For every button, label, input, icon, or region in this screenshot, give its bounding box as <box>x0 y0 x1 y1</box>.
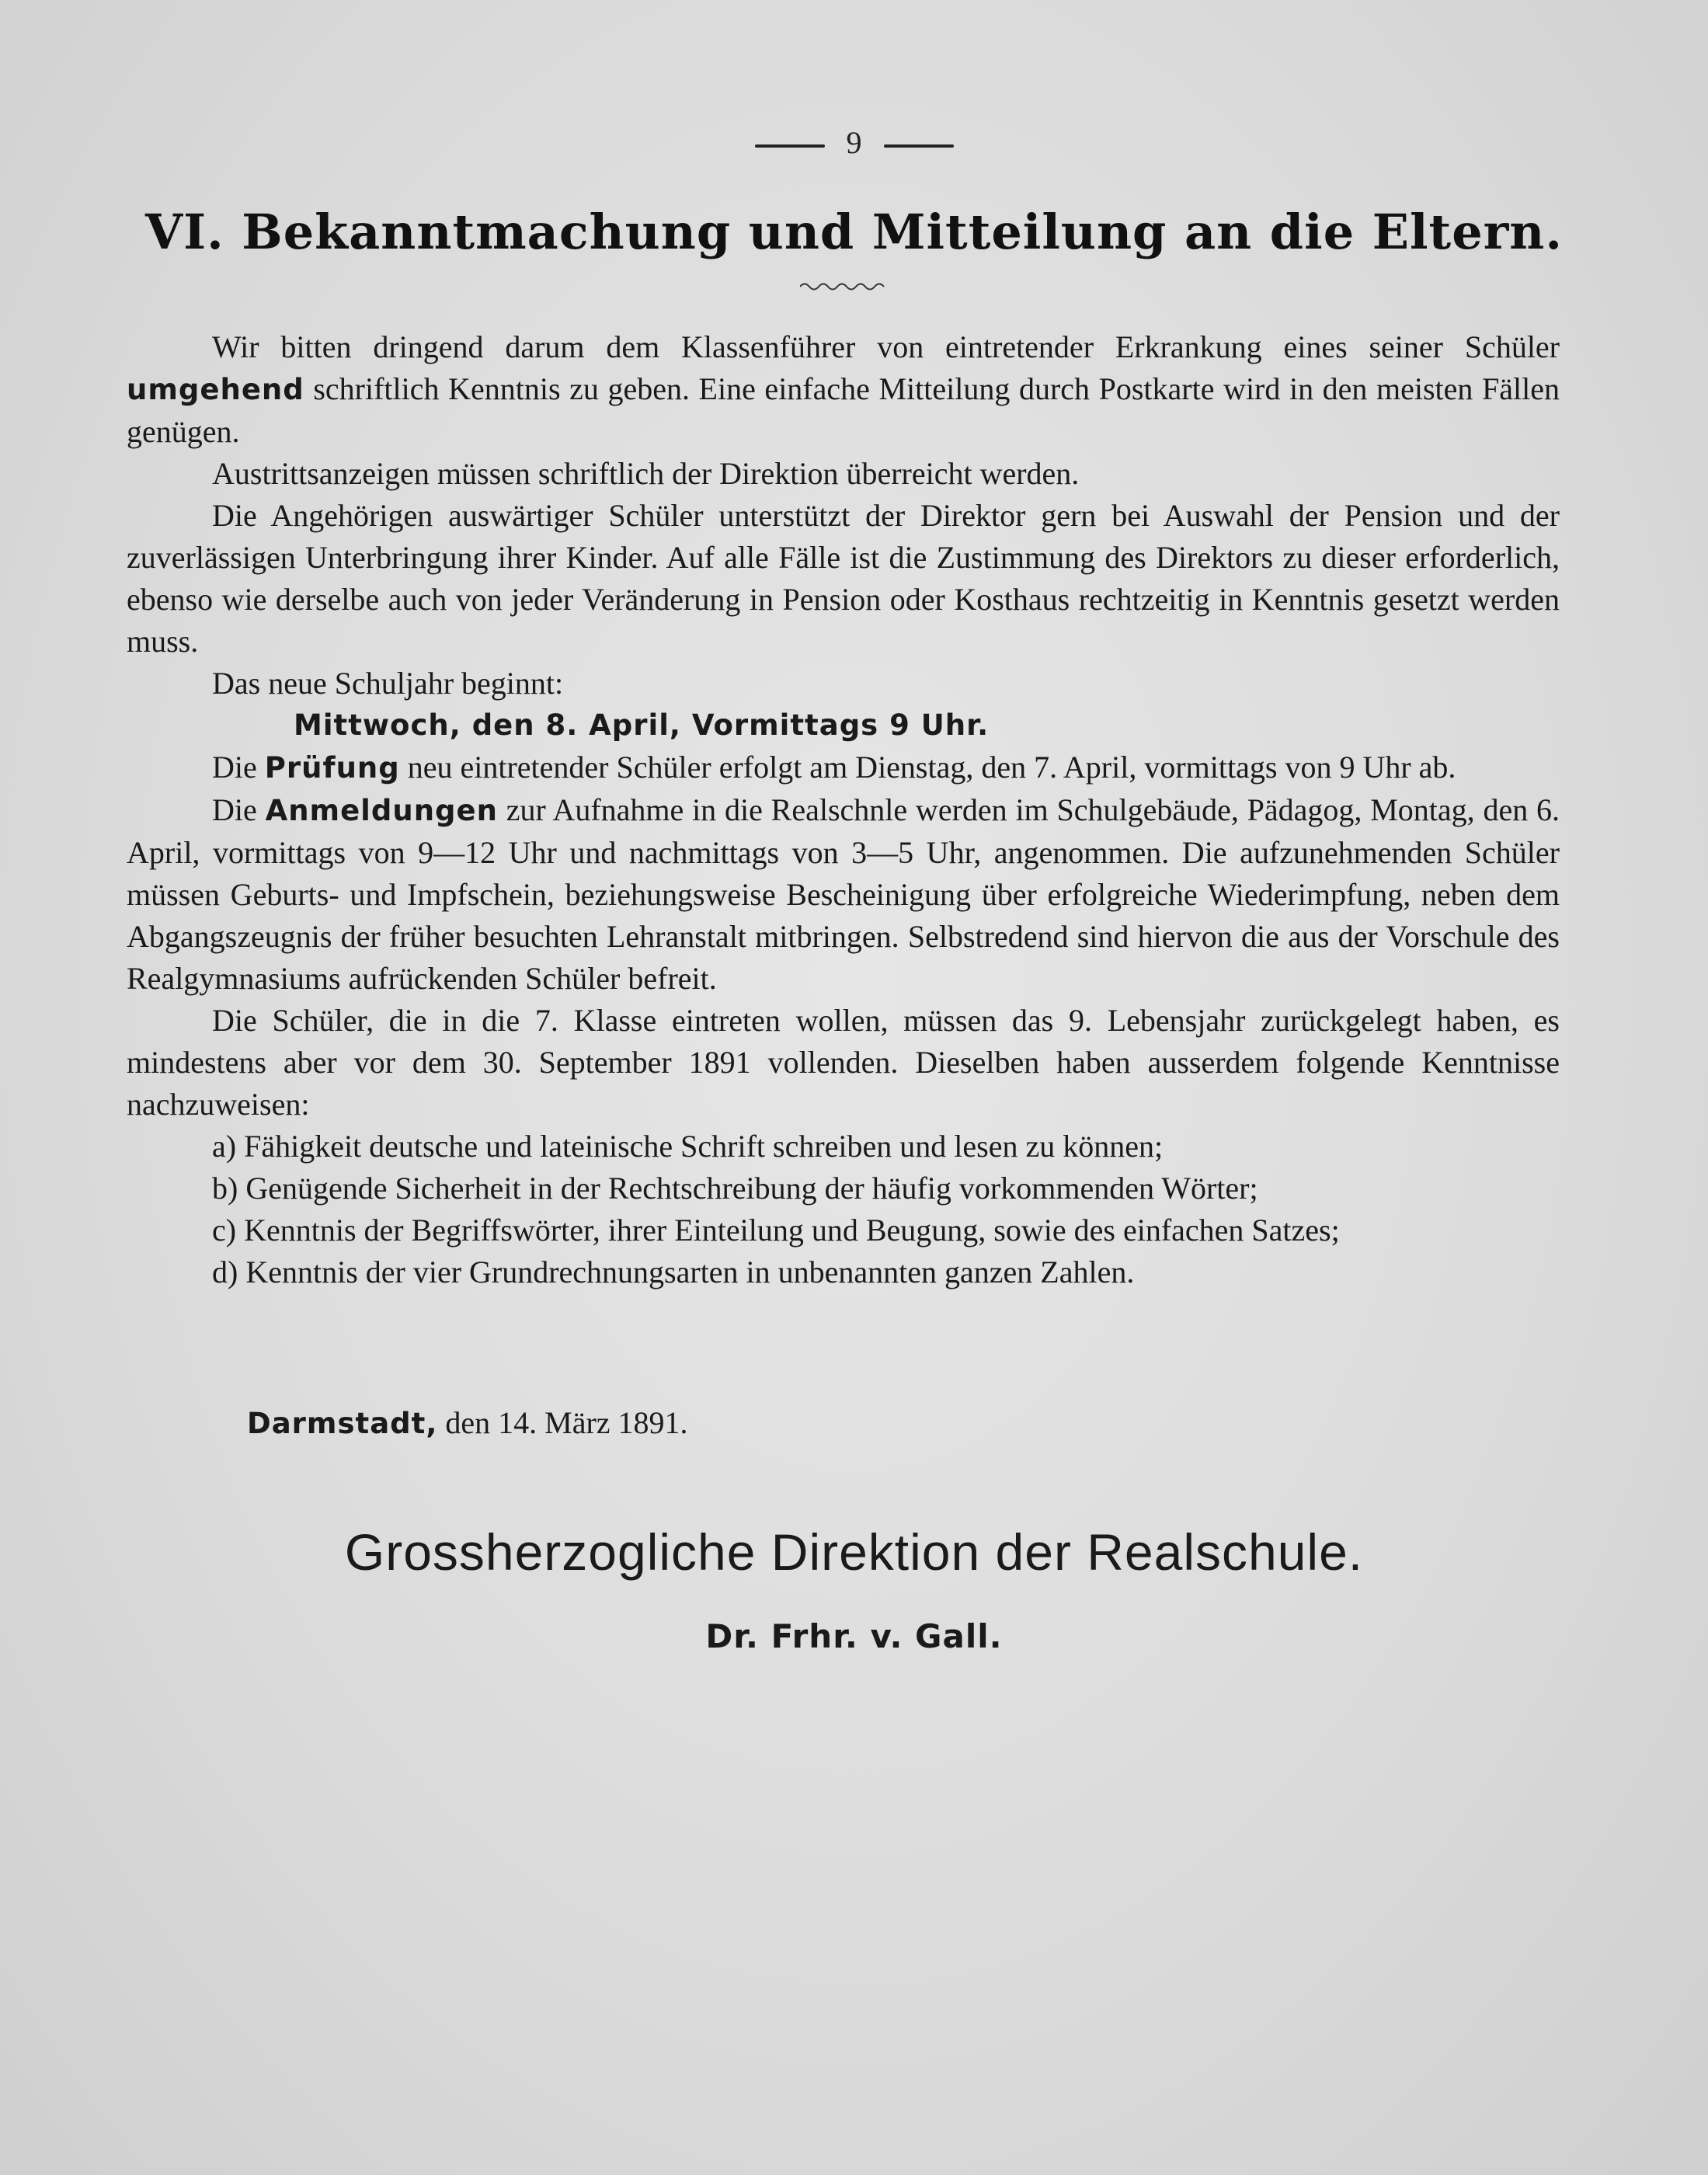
list-item: a) Fähigkeit deutsche und lateinische Schrift schreiben und lesen zu können; <box>212 1129 1164 1164</box>
section-heading: VI. Bekanntmachung und Mitteilung an die Eltern. <box>145 204 1563 260</box>
dateline-place: Darmstadt, <box>247 1407 438 1440</box>
ornament-right <box>884 144 954 148</box>
body-text <box>127 326 1560 1293</box>
paragraph-text: Die <box>212 750 265 785</box>
issuing-authority: Grossherzogliche Direktion der Realschule. <box>344 1523 1364 1581</box>
list-item: d) Kenntnis der vier Grundrechnungsarten in unbenannten ganzen Zahlen. <box>212 1255 1135 1289</box>
paragraph-registration <box>127 789 1560 1000</box>
signature-name: Dr. Frhr. v. Gall. <box>705 1617 1003 1655</box>
dateline-date: den 14. März 1891. <box>437 1405 688 1440</box>
paragraph-withdrawal: Austrittsanzeigen müssen schriftlich der Direktion überreicht werden. <box>212 456 1080 491</box>
dateline <box>247 1404 688 1441</box>
paragraph-school-year: Das neue Schuljahr beginnt: <box>212 666 564 701</box>
paragraph-text: zur Aufnahme in die Realschnle werden im Schulgebäude, Pädagog, Montag, den 6. April, vormittags von 9—12 Uhr und nachmittags von 3—5 Uhr, angenommen. Die aufzunehmenden Schüler müssen Geburts- und Impfschein, beziehungsweise Bescheinigung über erfolgreiche Wiederimpfung, neben dem Abgangszeugnis der früher besuchten Lehranstalt mitbringen. Selbstredend sind hiervon die aus der Vorschule des Realgymnasiums aufrückenden Schüler befreit. <box>127 792 1560 996</box>
ornament-left <box>755 144 825 148</box>
list-item: c) Kenntnis der Begriffswörter, ihrer Einteilung und Beugung, sowie des einfachen Satzes; <box>212 1213 1340 1248</box>
paragraph-text: Wir bitten dringend darum dem Klassenführer von eintretender Erkrankung eines seiner Schüler <box>212 329 1560 364</box>
paragraph-text: Die <box>212 792 266 827</box>
paragraph-boarding: Die Angehörigen auswärtiger Schüler unterstützt der Direktor gern bei Auswahl der Pension und der zuverlässigen Unterbringung ihrer Kinder. Auf alle Fälle ist die Zustimmung des Direktors zu dieser erforderlich, ebenso wie derselbe auch von jeder Veränderung in Pension oder Kosthaus rechtzeitig in Kenntnis gesetzt werden muss. <box>127 498 1560 659</box>
paragraph-admission: Die Schüler, die in die 7. Klasse eintreten wollen, müssen das 9. Lebensjahr zurückgelegt haben, es mindestens aber vor dem 30. September 1891 vollenden. Dieselben haben ausserdem folgende Kenntnisse nachzuweisen: <box>127 1003 1560 1122</box>
paragraph-exam <box>127 746 1560 789</box>
school-year-start-date: Mittwoch, den 8. April, Vormittags 9 Uhr. <box>294 708 990 742</box>
requirements-list <box>127 1126 1560 1293</box>
decorative-squiggle <box>800 281 885 292</box>
emphasis: Anmeldungen <box>265 794 498 827</box>
list-item: b) Genügende Sicherheit in der Rechtschreibung der häufig vorkommenden Wörter; <box>212 1171 1258 1206</box>
page-number: 9 <box>846 125 862 160</box>
page-number-line <box>0 124 1708 161</box>
paragraph-text: neu eintretender Schüler erfolgt am Dienstag, den 7. April, vormittags von 9 Uhr ab. <box>399 750 1456 785</box>
paragraph-text: schriftlich Kenntnis zu geben. Eine einfache Mitteilung durch Postkarte wird in den meisten Fällen genügen. <box>127 371 1560 449</box>
emphasis: umgehend <box>127 373 304 406</box>
paragraph-illness <box>127 326 1560 453</box>
emphasis: Prüfung <box>264 751 400 785</box>
